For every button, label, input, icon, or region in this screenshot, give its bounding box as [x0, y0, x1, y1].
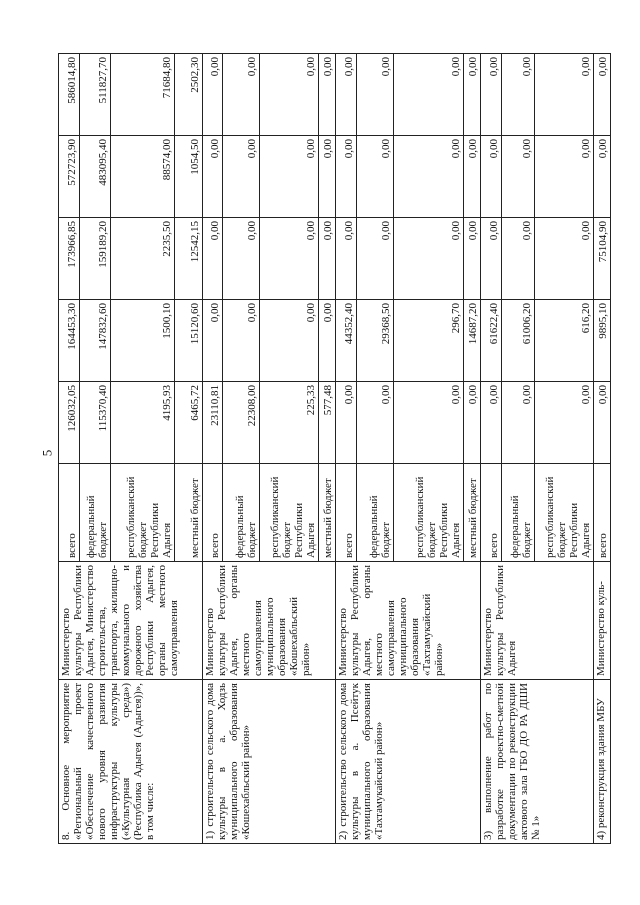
funding-source-cell: федеральный бюджет	[501, 464, 534, 562]
amount-cell: 22308,00	[223, 382, 260, 464]
funding-source-cell: всего	[480, 464, 501, 562]
table-body	[59, 54, 611, 844]
amount-cell: 511827,70	[79, 54, 110, 136]
amount-cell: 0,00	[318, 300, 335, 382]
measure-name-cell: 2) строительство сельского дома культуры в а. Псейтук муниципального образования «Тахтамукайский район»	[336, 680, 481, 844]
amount-cell: 0,00	[593, 382, 610, 464]
amount-cell: 0,00	[480, 136, 501, 218]
amount-cell: 225,33	[260, 382, 319, 464]
amount-cell: 147832,60	[79, 300, 110, 382]
amount-cell: 0,00	[501, 218, 534, 300]
table-row	[480, 54, 501, 844]
funding-source-cell: федеральный бюджет	[356, 464, 393, 562]
amount-cell: 115370,40	[79, 382, 110, 464]
amount-cell: 483095,40	[79, 136, 110, 218]
amount-cell: 0,00	[501, 136, 534, 218]
amount-cell: 0,00	[463, 54, 480, 136]
amount-cell: 0,00	[480, 54, 501, 136]
amount-cell: 0,00	[356, 218, 393, 300]
amount-cell: 0,00	[356, 54, 393, 136]
amount-cell: 0,00	[336, 54, 357, 136]
funding-source-cell: местный бюджет	[318, 464, 335, 562]
executor-cell: Министерство культуры Республики Адыгея, органы местного самоуправления муниципального образования «Тахтамукайский район»	[336, 562, 481, 680]
amount-cell: 9895,10	[593, 300, 610, 382]
amount-cell: 4195,93	[110, 382, 174, 464]
funding-source-cell: всего	[202, 464, 223, 562]
amount-cell: 0,00	[535, 382, 594, 464]
funding-source-cell: всего	[593, 464, 610, 562]
amount-cell: 0,00	[318, 136, 335, 218]
amount-cell: 29368,50	[356, 300, 393, 382]
measure-name-cell: 3) выполнение работ по разработке проектно-сметной документации по реконструкции актового зала ГБО ДО РА ДШИ № 1»	[480, 680, 593, 844]
amount-cell: 12542,15	[175, 218, 203, 300]
table-row	[202, 54, 223, 844]
amount-cell: 296,70	[393, 300, 463, 382]
amount-cell: 0,00	[501, 54, 534, 136]
amount-cell: 0,00	[480, 382, 501, 464]
amount-cell: 0,00	[463, 218, 480, 300]
amount-cell: 0,00	[202, 300, 223, 382]
amount-cell: 61622,40	[480, 300, 501, 382]
amount-cell: 0,00	[202, 136, 223, 218]
executor-cell: Министерство культуры Республики Адыгея, Министерство строительства, транспорта, жилищно-коммунального и дорожного хозяйства Республики Адыгея, органы местного самоуправления	[59, 562, 203, 680]
amount-cell: 572723,90	[59, 136, 80, 218]
amount-cell: 2235,50	[110, 218, 174, 300]
funding-source-cell: местный бюджет	[175, 464, 203, 562]
amount-cell: 1500,10	[110, 300, 174, 382]
amount-cell: 616,20	[535, 300, 594, 382]
amount-cell: 1054,50	[175, 136, 203, 218]
funding-source-cell: республиканский бюджет Республики Адыгея	[110, 464, 174, 562]
funding-source-cell: местный бюджет	[463, 464, 480, 562]
measure-name-cell: 8. Основное мероприятие «Региональный проект «Обеспечение качественного нового уровня развития инфраструктуры культуры («Культурная среда») (Республика Адыгея (Адыгея))», в том числе:	[59, 680, 203, 844]
amount-cell: 71684,80	[110, 54, 174, 136]
budget-table	[58, 53, 611, 844]
funding-source-cell: республиканский бюджет Республики Адыгея	[393, 464, 463, 562]
amount-cell: 0,00	[463, 136, 480, 218]
amount-cell: 0,00	[393, 136, 463, 218]
amount-cell: 0,00	[393, 382, 463, 464]
table-row	[593, 54, 610, 844]
amount-cell: 0,00	[318, 218, 335, 300]
amount-cell: 0,00	[593, 54, 610, 136]
amount-cell: 0,00	[336, 382, 357, 464]
funding-source-cell: всего	[336, 464, 357, 562]
amount-cell: 0,00	[260, 300, 319, 382]
amount-cell: 23110,81	[202, 382, 223, 464]
funding-source-cell: республиканский бюджет Республики Адыгея	[535, 464, 594, 562]
amount-cell: 159189,20	[79, 218, 110, 300]
funding-source-cell: федеральный бюджет	[223, 464, 260, 562]
amount-cell: 0,00	[202, 218, 223, 300]
amount-cell: 0,00	[480, 218, 501, 300]
amount-cell: 126032,05	[59, 382, 80, 464]
amount-cell: 0,00	[356, 136, 393, 218]
amount-cell: 75104,90	[593, 218, 610, 300]
amount-cell: 0,00	[223, 54, 260, 136]
amount-cell: 61006,20	[501, 300, 534, 382]
amount-cell: 0,00	[223, 300, 260, 382]
executor-cell: Министерство куль-	[593, 562, 610, 680]
table-row	[336, 54, 357, 844]
amount-cell: 173966,85	[59, 218, 80, 300]
amount-cell: 0,00	[535, 54, 594, 136]
amount-cell: 0,00	[393, 54, 463, 136]
amount-cell: 0,00	[535, 218, 594, 300]
rotated-table-wrapper	[58, 54, 611, 844]
measure-name-cell: 1) строительство сельского дома культуры в а. Ходзь муниципального образования «Кошехабльский район»	[202, 680, 335, 844]
amount-cell: 0,00	[260, 136, 319, 218]
amount-cell: 15120,60	[175, 300, 203, 382]
table-row	[59, 54, 80, 844]
amount-cell: 0,00	[260, 218, 319, 300]
amount-cell: 0,00	[260, 54, 319, 136]
executor-cell: Министерство культуры Республики Адыгея	[480, 562, 593, 680]
amount-cell: 6465,72	[175, 382, 203, 464]
amount-cell: 0,00	[223, 136, 260, 218]
amount-cell: 88574,00	[110, 136, 174, 218]
page-number: 5	[39, 449, 55, 457]
amount-cell: 586014,80	[59, 54, 80, 136]
amount-cell: 0,00	[223, 218, 260, 300]
amount-cell: 14687,20	[463, 300, 480, 382]
amount-cell: 0,00	[336, 136, 357, 218]
executor-cell: Министерство культуры Республики Адыгея, органы местного самоуправления муниципального образования «Кошехабльский район»	[202, 562, 335, 680]
amount-cell: 577,48	[318, 382, 335, 464]
amount-cell: 2502,30	[175, 54, 203, 136]
amount-cell: 0,00	[202, 54, 223, 136]
funding-source-cell: федеральный бюджет	[79, 464, 110, 562]
amount-cell: 0,00	[535, 136, 594, 218]
amount-cell: 0,00	[356, 382, 393, 464]
amount-cell: 0,00	[593, 136, 610, 218]
measure-name-cell: 4) реконструкция здания МБУ	[593, 680, 610, 844]
amount-cell: 164453,30	[59, 300, 80, 382]
amount-cell: 0,00	[501, 382, 534, 464]
amount-cell: 0,00	[336, 218, 357, 300]
amount-cell: 0,00	[463, 382, 480, 464]
amount-cell: 0,00	[318, 54, 335, 136]
amount-cell: 44352,40	[336, 300, 357, 382]
amount-cell: 0,00	[393, 218, 463, 300]
funding-source-cell: республиканский бюджет Республики Адыгея	[260, 464, 319, 562]
funding-source-cell: всего	[59, 464, 80, 562]
